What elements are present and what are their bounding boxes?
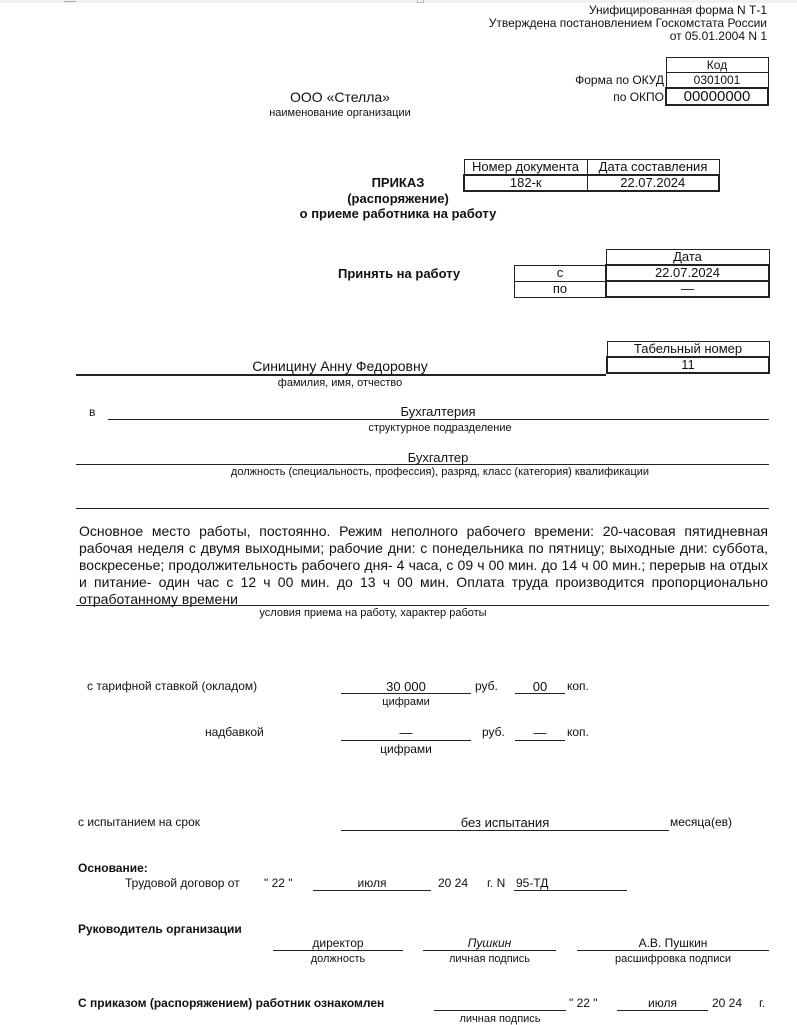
head-signature-line (423, 950, 556, 951)
rate-rub: 30 000 (386, 679, 426, 694)
codes-table (665, 57, 769, 106)
organization-name: ООО «Стелла» (290, 89, 390, 105)
acknowledgement-year: 20 24 (712, 996, 743, 1010)
viewer-mark (417, 0, 424, 3)
okud-label: Форма по ОКУД (575, 73, 664, 87)
basis-label: Основание: (78, 861, 148, 875)
department-caption: структурное подразделение (368, 422, 512, 434)
bonus-label: надбавкой (205, 725, 264, 739)
in-label: в (89, 405, 96, 419)
rate-digits-caption: цифрами (382, 696, 430, 708)
form-name: Унифицированная форма N Т-1 (588, 3, 767, 17)
bonus-kop-label: коп. (567, 725, 589, 739)
head-position: директор (312, 936, 364, 950)
rate-kop: 00 (532, 679, 548, 694)
probation-label: с испытанием на срок (78, 815, 201, 829)
bonus-rub: — (399, 725, 413, 740)
basis-num-label: г. N (487, 876, 506, 890)
probation-line (341, 830, 669, 831)
document-number-header: Номер документа (464, 160, 587, 176)
organization-caption: наименование организации (269, 107, 411, 119)
acknowledgement-signature-caption: личная подпись (459, 1013, 541, 1025)
basis-month: июля (357, 876, 387, 890)
document-number-table (463, 159, 720, 192)
bonus-rub-label: руб. (482, 725, 505, 739)
head-label: Руководитель организации (78, 922, 242, 936)
head-signature: Пушкин (467, 936, 512, 950)
basis-number-line (514, 890, 627, 891)
hire-dates-table (514, 249, 770, 298)
employee-name: Синицину Анну Федоровну (252, 358, 428, 374)
basis-year: 20 24 (438, 876, 469, 890)
employee-name-caption: фамилия, имя, отчество (277, 377, 403, 389)
bonus-kop: — (533, 725, 547, 740)
document-date: 22.07.2024 (587, 175, 719, 191)
probation-value: без испытания (460, 815, 550, 830)
viewer-mark (64, 1, 76, 2)
conditions-text: Основное место работы, постоянно. Режим неполного рабочего времени: 20-часовая пятидневная рабочая неделя с двумя выходными; рабочие дни: с понедельника по пятницу; выходные дни: суббота, воскресенье; продолжительность рабочего дня- 4 часа, с 09 ч 00 мин. до 14 ч 00 мин.; перерыв на отдых и питание- один час с 12 ч 00 мин. до 13 ч 00 мин. Оплата труда производится пропорционально отработанному времени (79, 523, 768, 607)
tab-number-header: Табельный номер (607, 342, 769, 358)
tab-number-table (606, 341, 770, 374)
bonus-digits-caption: цифрами (380, 742, 432, 756)
basis-month-line (313, 890, 431, 891)
document-date-header: Дата составления (587, 160, 719, 176)
rate-label: с тарифной ставкой (окладом) (87, 679, 258, 693)
tab-number: 11 (607, 357, 769, 373)
position-line (76, 464, 769, 465)
hire-from-label: с (515, 265, 607, 281)
acknowledgement-month: июля (648, 996, 677, 1010)
basis-number: 95-ТД (516, 876, 549, 890)
rate-rub-label: руб. (475, 679, 498, 693)
head-name: А.В. Пушкин (638, 936, 708, 950)
head-position-caption: должность (310, 953, 366, 965)
okpo-label: по ОКПО (613, 90, 664, 104)
acknowledgement-label: С приказом (распоряжением) работник ознакомлен (78, 996, 385, 1010)
document-subtitle: (распоряжение) (347, 191, 449, 206)
employee-name-line (76, 374, 606, 376)
approved-date: от 05.01.2004 N 1 (669, 29, 767, 43)
department: Бухгалтерия (400, 404, 476, 419)
acknowledgement-month-line (617, 1010, 708, 1011)
bonus-kop-line (515, 740, 565, 741)
hire-date-header: Дата (606, 250, 769, 266)
hire-to-label: по (515, 281, 607, 297)
acknowledgement-day: " 22 " (569, 996, 598, 1010)
rate-kop-label: коп. (567, 679, 589, 693)
hire-label: Принять на работу (338, 266, 461, 281)
okud-value: 0301001 (666, 73, 768, 89)
basis-doc-label: Трудовой договор от (125, 876, 240, 890)
bonus-rub-line (341, 740, 471, 741)
position-extra-line (76, 508, 769, 509)
head-name-caption: расшифровка подписи (614, 953, 732, 965)
conditions-line (76, 605, 769, 606)
department-line (108, 419, 769, 420)
basis-day: " 22 " (264, 876, 293, 890)
head-position-line (273, 950, 403, 951)
hire-from-value: 22.07.2024 (606, 265, 769, 281)
hire-to-value: — (606, 281, 769, 297)
conditions-caption: условия приема на работу, характер работы (259, 607, 487, 619)
head-signature-caption: личная подпись (448, 953, 531, 965)
rate-kop-line (515, 693, 565, 694)
document-number: 182-к (464, 175, 587, 191)
okpo-value: 00000000 (666, 88, 768, 105)
codes-header: Код (666, 58, 768, 73)
rate-rub-line (341, 693, 471, 694)
probation-unit: месяца(ев) (670, 815, 733, 829)
document-title: ПРИКАЗ (371, 175, 425, 190)
acknowledgement-signature-line (434, 1010, 566, 1011)
head-name-line (577, 950, 769, 951)
position: Бухгалтер (407, 450, 469, 465)
document-subject: о приеме работника на работу (299, 206, 497, 221)
acknowledgement-year-suffix: г. (759, 996, 766, 1010)
position-caption: должность (специальность, профессия), разряд, класс (категория) квалификации (230, 466, 650, 478)
approved-by: Утверждена постановлением Госкомстата России (488, 16, 767, 30)
